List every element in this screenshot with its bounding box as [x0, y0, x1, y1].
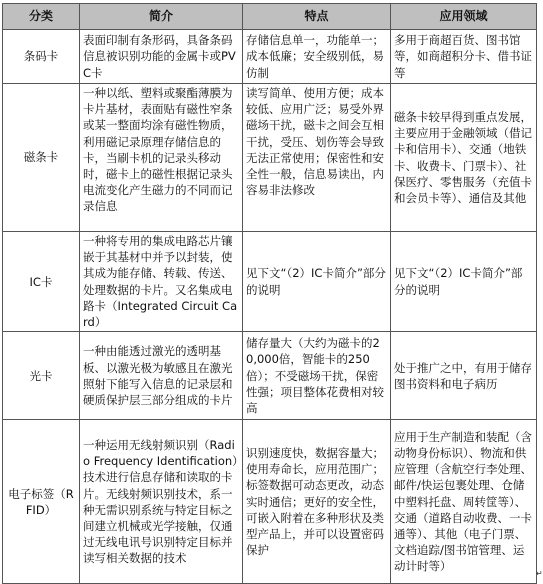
table-row [3, 84, 537, 232]
paragraph-mark-icon: ↵ [536, 569, 543, 578]
header-applications: 应用领域 [391, 4, 537, 30]
row-intro: 一种由能透过激光的透明基板、以激光极为敏感且在激光照射下能写入信息的记录层和硬质保护层三部分组成的卡片 [80, 332, 243, 420]
row-applications: 处于推广之中，有用于储存图书资料和电子病历 [391, 332, 537, 420]
row-category: 磁条卡 [3, 84, 80, 232]
row-category: 条码卡 [3, 30, 80, 84]
row-intro: 一种运用无线射频识别（Radio Frequency Identification）技术进行信息存储和读取的卡片。无线射频识别技术，系一种无需识别系统与特定目标之间建立机械或光学接触，仅通过无线电讯号识别特定目标并读写相关数据的技术 [80, 420, 243, 584]
row-category: 电子标签（RFID） [3, 420, 80, 584]
table-row [3, 420, 537, 584]
row-features: 识别速度快，数据容量大；使用寿命长，应用范围广；标签数据可动态更改，动态实时通信；更好的安全性，可嵌入附着在多种形状及类型产品上，并可以设置密码保护 [243, 420, 391, 584]
table-row [3, 232, 537, 332]
row-applications: 多用于商超百货、图书馆等，如商超积分卡、借书证等 [391, 30, 537, 84]
row-applications: 磁条卡较早得到重点发展，主要应用于金融领域（借记卡和信用卡）、交通（地铁卡、收费卡、门票卡）、社保医疗、零售服务（充值卡和会员卡等）、通信及其他 [391, 84, 537, 232]
row-intro: 一种以纸、塑料或聚酯薄膜为卡片基材，表面贴有磁性窄条或某一整面均涂有磁性物质，利用磁记录原理存储信息的卡，当刷卡机的记录头移动时，磁卡上的磁性根据记录头电流变化产生磁力的不同而记录信息 [80, 84, 243, 232]
row-applications: 见下文“（2）IC卡简介”部分的说明 [391, 232, 537, 332]
row-features: 读写简单、使用方便；成本较低、应用广泛；易受外界磁场干扰，磁卡之间会互相干扰，受压、划伤等会导致无法正常使用；保密性和安全性一般，信息易读出，内容易非法修改 [243, 84, 391, 232]
table-row [3, 30, 537, 84]
header-category: 分类 [3, 4, 80, 30]
table-header-row [3, 4, 537, 30]
table-row [3, 332, 537, 420]
row-intro: 表面印制有条形码，具备条码信息被识别功能的金属卡或PVC卡 [80, 30, 243, 84]
card-classification-table [2, 3, 537, 584]
row-features: 见下文“（2）IC卡简介”部分的说明 [243, 232, 391, 332]
row-features: 存储信息单一，功能单一；成本低廉；安全级别低，易仿制 [243, 30, 391, 84]
header-features: 特点 [243, 4, 391, 30]
header-intro: 简介 [80, 4, 243, 30]
row-features: 储存量大（大约为磁卡的20,000倍，智能卡的250倍）；不受磁场干扰，保密性强；项目整体花费相对较高 [243, 332, 391, 420]
row-category: IC卡 [3, 232, 80, 332]
row-intro: 一种将专用的集成电路芯片镶嵌于其基材中并予以封装，使其成为能存储、转载、传送、处理数据的卡片。又名集成电路卡（Integrated Circuit Card） [80, 232, 243, 332]
row-category: 光卡 [3, 332, 80, 420]
row-applications: 应用于生产制造和装配（含动物身份标识）、物流和供应管理（含航空行李处理、邮件/快运包裹处理、仓储中塑料托盘、周转筐等）、交通（道路自动收费、一卡通等）、其他（电子门票、文档追踪/图书馆管理、运动计时等） [391, 420, 537, 584]
